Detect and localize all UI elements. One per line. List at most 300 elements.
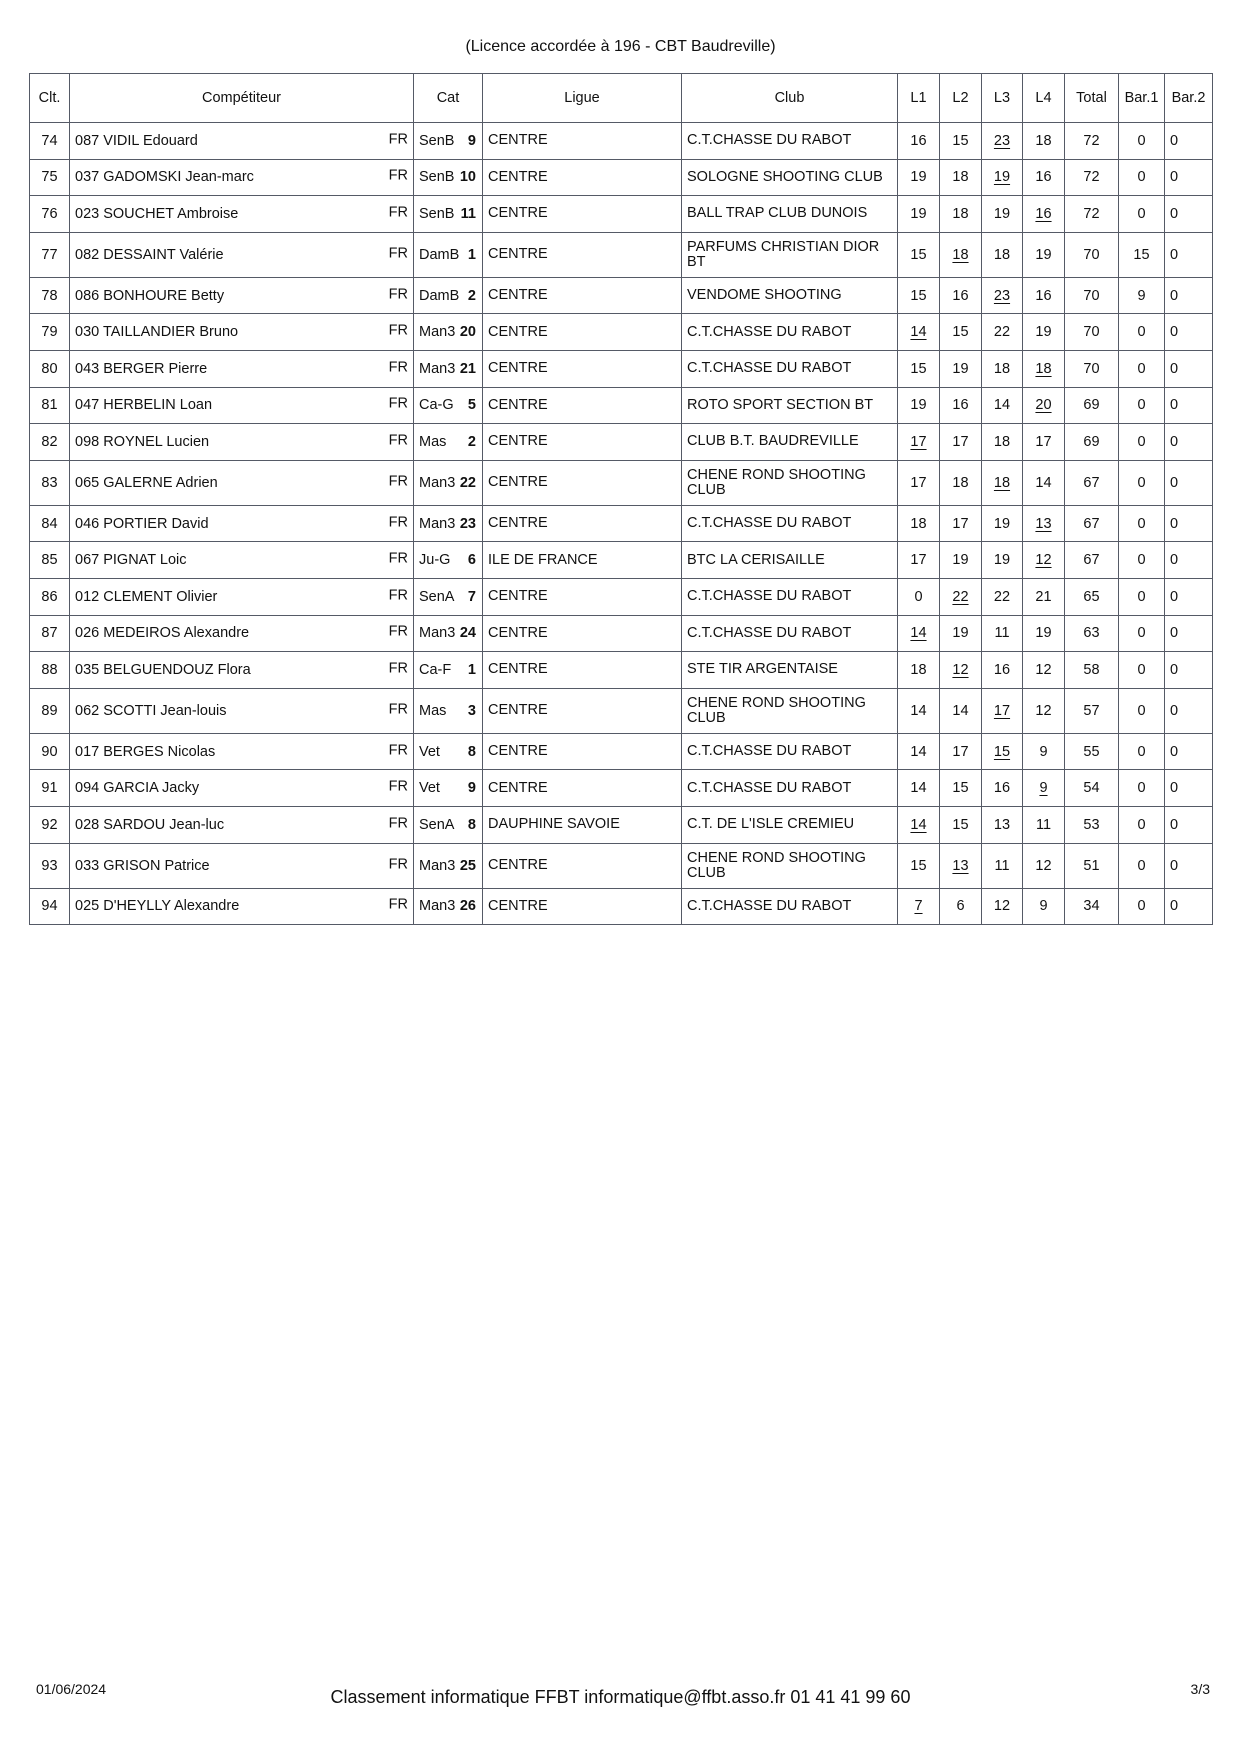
barrage2-cell: 0 xyxy=(1165,770,1213,807)
table-row xyxy=(30,578,1213,615)
col-club-header: Club xyxy=(682,74,898,123)
total-cell: 55 xyxy=(1065,733,1119,770)
score-l3-cell-value: 17 xyxy=(993,702,1011,719)
score-l1-cell: 16 xyxy=(898,123,940,160)
ligue-cell: DAUPHINE SAVOIE xyxy=(483,806,682,843)
total-cell: 57 xyxy=(1065,688,1119,733)
competitor-cell xyxy=(70,314,414,351)
table-row xyxy=(30,314,1213,351)
category-rank: 10 xyxy=(459,169,476,186)
club-cell: C.T.CHASSE DU RABOT xyxy=(682,314,898,351)
category-cell xyxy=(414,350,483,387)
competitor-cell xyxy=(70,770,414,807)
total-cell: 67 xyxy=(1065,542,1119,579)
category-rank: 11 xyxy=(460,205,476,222)
barrage2-cell: 0 xyxy=(1165,843,1213,888)
barrage2-cell: 0 xyxy=(1165,806,1213,843)
score-l2-cell: 15 xyxy=(940,123,982,160)
barrage1-cell: 0 xyxy=(1119,542,1165,579)
ligue-cell: CENTRE xyxy=(483,615,682,652)
total-cell: 70 xyxy=(1065,277,1119,314)
score-l3-cell xyxy=(982,123,1023,160)
score-l3-cell: 16 xyxy=(982,770,1023,807)
category-rank: 8 xyxy=(467,743,476,760)
category-code: Mas xyxy=(419,702,447,719)
score-l4-cell: 12 xyxy=(1023,688,1065,733)
barrage2-cell: 0 xyxy=(1165,505,1213,542)
barrage1-cell: 0 xyxy=(1119,806,1165,843)
table-row xyxy=(30,806,1213,843)
category-rank: 1 xyxy=(467,246,476,263)
category-cell xyxy=(414,542,483,579)
rank-cell: 79 xyxy=(30,314,70,351)
score-l4-cell: 12 xyxy=(1023,652,1065,689)
score-l4-cell xyxy=(1023,770,1065,807)
score-l3-cell: 11 xyxy=(982,615,1023,652)
score-l1-cell: 15 xyxy=(898,350,940,387)
total-cell: 69 xyxy=(1065,424,1119,461)
score-l4-cell-value: 16 xyxy=(1035,205,1052,222)
competitor-name: 030 TAILLANDIER Bruno xyxy=(75,324,239,341)
ligue-cell: ILE DE FRANCE xyxy=(483,542,682,579)
barrage1-cell: 0 xyxy=(1119,314,1165,351)
competitor-cell xyxy=(70,277,414,314)
competitor-name: 086 BONHOURE Betty xyxy=(75,287,225,304)
score-l1-cell-value: 17 xyxy=(910,433,927,450)
total-cell: 58 xyxy=(1065,652,1119,689)
ligue-cell: CENTRE xyxy=(483,652,682,689)
nationality: FR xyxy=(388,359,408,376)
category-code: Man3 xyxy=(419,360,456,377)
score-l3-cell: 18 xyxy=(982,232,1023,277)
rank-cell: 74 xyxy=(30,123,70,160)
category-code: SenB xyxy=(419,205,455,222)
category-cell xyxy=(414,770,483,807)
score-l1-cell-value: 7 xyxy=(914,898,923,915)
nationality: FR xyxy=(388,286,408,303)
score-l1-cell: 15 xyxy=(898,277,940,314)
category-cell xyxy=(414,460,483,505)
ligue-cell: CENTRE xyxy=(483,196,682,233)
score-l3-cell: 19 xyxy=(982,542,1023,579)
barrage2-cell: 0 xyxy=(1165,387,1213,424)
nationality: FR xyxy=(388,587,408,604)
category-rank: 5 xyxy=(467,397,476,414)
ligue-cell: CENTRE xyxy=(483,770,682,807)
score-l1-cell: 15 xyxy=(898,843,940,888)
total-cell: 63 xyxy=(1065,615,1119,652)
barrage1-cell: 0 xyxy=(1119,505,1165,542)
score-l2-cell xyxy=(940,843,982,888)
nationality: FR xyxy=(388,897,408,914)
category-cell xyxy=(414,123,483,160)
barrage1-cell: 0 xyxy=(1119,196,1165,233)
category-rank: 7 xyxy=(467,588,476,605)
score-l4-cell: 9 xyxy=(1023,888,1065,925)
score-l3-cell: 18 xyxy=(982,350,1023,387)
nationality: FR xyxy=(388,322,408,339)
nationality: FR xyxy=(388,550,408,567)
category-code: Vet xyxy=(419,780,440,797)
col-bar1-header: Bar.1 xyxy=(1119,74,1165,123)
category-rank: 6 xyxy=(467,552,476,569)
category-cell xyxy=(414,888,483,925)
score-l2-cell: 19 xyxy=(940,542,982,579)
table-row xyxy=(30,688,1213,733)
nationality: FR xyxy=(388,815,408,832)
score-l4-cell: 16 xyxy=(1023,159,1065,196)
club-cell: C.T.CHASSE DU RABOT xyxy=(682,733,898,770)
category-code: DamB xyxy=(419,246,460,263)
category-rank: 9 xyxy=(467,132,476,149)
category-code: Man3 xyxy=(419,625,456,642)
category-code: Vet xyxy=(419,743,440,760)
barrage2-cell: 0 xyxy=(1165,733,1213,770)
table-row xyxy=(30,232,1213,277)
score-l2-cell: 18 xyxy=(940,196,982,233)
score-l1-cell xyxy=(898,424,940,461)
category-rank: 21 xyxy=(459,360,476,377)
competitor-cell xyxy=(70,542,414,579)
score-l4-cell xyxy=(1023,387,1065,424)
rank-cell: 87 xyxy=(30,615,70,652)
header-row xyxy=(30,74,1213,123)
nationality: FR xyxy=(388,168,408,185)
total-cell: 67 xyxy=(1065,505,1119,542)
results-table xyxy=(29,73,1213,925)
club-cell: SOLOGNE SHOOTING CLUB xyxy=(682,159,898,196)
category-rank: 26 xyxy=(459,898,476,915)
club-cell: CHENE ROND SHOOTING CLUB xyxy=(682,460,898,505)
score-l3-cell-value: 18 xyxy=(993,474,1011,491)
barrage2-cell: 0 xyxy=(1165,578,1213,615)
barrage2-cell: 0 xyxy=(1165,652,1213,689)
nationality: FR xyxy=(388,473,408,490)
barrage2-cell: 0 xyxy=(1165,424,1213,461)
competitor-cell xyxy=(70,688,414,733)
category-rank: 9 xyxy=(467,780,476,797)
category-code: Mas xyxy=(419,433,447,450)
ligue-cell: CENTRE xyxy=(483,350,682,387)
table-row xyxy=(30,277,1213,314)
score-l4-cell: 19 xyxy=(1023,314,1065,351)
col-competitor-header: Compétiteur xyxy=(70,74,414,123)
category-cell xyxy=(414,159,483,196)
table-row xyxy=(30,424,1213,461)
competitor-name: 067 PIGNAT Loic xyxy=(75,552,187,569)
score-l4-cell xyxy=(1023,196,1065,233)
category-cell xyxy=(414,314,483,351)
rank-cell: 93 xyxy=(30,843,70,888)
total-cell: 67 xyxy=(1065,460,1119,505)
score-l1-cell: 14 xyxy=(898,770,940,807)
table-row xyxy=(30,542,1213,579)
competitor-name: 037 GADOMSKI Jean-marc xyxy=(75,169,254,186)
col-bar2-header: Bar.2 xyxy=(1165,74,1213,123)
col-ligue-header: Ligue xyxy=(483,74,682,123)
score-l1-cell: 18 xyxy=(898,652,940,689)
ligue-cell: CENTRE xyxy=(483,123,682,160)
category-code: Man3 xyxy=(419,898,456,915)
table-row xyxy=(30,460,1213,505)
category-code: SenA xyxy=(419,816,455,833)
rank-cell: 83 xyxy=(30,460,70,505)
competitor-name: 082 DESSAINT Valérie xyxy=(75,246,224,263)
club-cell: CHENE ROND SHOOTING CLUB xyxy=(682,688,898,733)
total-cell: 72 xyxy=(1065,123,1119,160)
total-cell: 70 xyxy=(1065,232,1119,277)
category-cell xyxy=(414,578,483,615)
table-row xyxy=(30,505,1213,542)
club-cell: C.T.CHASSE DU RABOT xyxy=(682,888,898,925)
score-l2-cell xyxy=(940,578,982,615)
club-cell: CHENE ROND SHOOTING CLUB xyxy=(682,843,898,888)
score-l3-cell: 12 xyxy=(982,888,1023,925)
competitor-cell xyxy=(70,652,414,689)
score-l4-cell: 18 xyxy=(1023,123,1065,160)
competitor-cell xyxy=(70,615,414,652)
total-cell: 53 xyxy=(1065,806,1119,843)
rank-cell: 86 xyxy=(30,578,70,615)
competitor-cell xyxy=(70,578,414,615)
col-total-header: Total xyxy=(1065,74,1119,123)
table-row xyxy=(30,159,1213,196)
barrage2-cell: 0 xyxy=(1165,123,1213,160)
score-l1-cell: 15 xyxy=(898,232,940,277)
category-rank: 2 xyxy=(467,287,476,304)
barrage2-cell: 0 xyxy=(1165,888,1213,925)
score-l4-cell: 16 xyxy=(1023,277,1065,314)
score-l2-cell: 18 xyxy=(940,460,982,505)
competitor-name: 046 PORTIER David xyxy=(75,515,209,532)
nationality: FR xyxy=(388,856,408,873)
footer-credit: Classement informatique FFBT informatique@ffbt.asso.fr 01 41 41 99 60 xyxy=(330,1687,911,1707)
category-code: Man3 xyxy=(419,857,456,874)
print-date: 01/06/2024 xyxy=(36,1681,107,1697)
competitor-cell xyxy=(70,806,414,843)
club-cell: PARFUMS CHRISTIAN DIOR BT xyxy=(682,232,898,277)
rank-cell: 88 xyxy=(30,652,70,689)
score-l3-cell xyxy=(982,460,1023,505)
total-cell: 69 xyxy=(1065,387,1119,424)
score-l3-cell: 16 xyxy=(982,652,1023,689)
nationality: FR xyxy=(388,778,408,795)
competitor-name: 087 VIDIL Edouard xyxy=(75,132,198,149)
nationality: FR xyxy=(388,742,408,759)
club-cell: C.T.CHASSE DU RABOT xyxy=(682,578,898,615)
license-note: (Licence accordée à 196 - CBT Baudreville) xyxy=(465,38,776,55)
barrage1-cell: 0 xyxy=(1119,770,1165,807)
competitor-name: 012 CLEMENT Olivier xyxy=(75,588,218,605)
col-l1-header: L1 xyxy=(898,74,940,123)
ligue-cell: CENTRE xyxy=(483,159,682,196)
score-l2-cell xyxy=(940,652,982,689)
competitor-name: 043 BERGER Pierre xyxy=(75,360,208,377)
score-l3-cell: 19 xyxy=(982,505,1023,542)
table-row xyxy=(30,387,1213,424)
category-cell xyxy=(414,733,483,770)
category-cell xyxy=(414,277,483,314)
club-cell: C.T.CHASSE DU RABOT xyxy=(682,505,898,542)
score-l2-cell-value: 18 xyxy=(952,246,969,263)
score-l3-cell-value: 23 xyxy=(993,132,1011,149)
score-l3-cell: 14 xyxy=(982,387,1023,424)
club-cell: BALL TRAP CLUB DUNOIS xyxy=(682,196,898,233)
ligue-cell: CENTRE xyxy=(483,733,682,770)
rank-cell: 84 xyxy=(30,505,70,542)
score-l1-cell-value: 14 xyxy=(910,816,927,833)
col-l2-header: L2 xyxy=(940,74,982,123)
score-l3-cell: 22 xyxy=(982,578,1023,615)
competitor-name: 023 SOUCHET Ambroise xyxy=(75,205,239,222)
category-cell xyxy=(414,424,483,461)
category-code: SenA xyxy=(419,588,455,605)
score-l2-cell: 17 xyxy=(940,424,982,461)
table-row xyxy=(30,350,1213,387)
category-cell xyxy=(414,387,483,424)
rank-cell: 89 xyxy=(30,688,70,733)
rank-cell: 92 xyxy=(30,806,70,843)
score-l3-cell: 22 xyxy=(982,314,1023,351)
category-cell xyxy=(414,196,483,233)
competitor-name: 094 GARCIA Jacky xyxy=(75,780,200,797)
competitor-name: 062 SCOTTI Jean-louis xyxy=(75,702,227,719)
competitor-cell xyxy=(70,733,414,770)
competitor-cell xyxy=(70,424,414,461)
score-l4-cell: 11 xyxy=(1023,806,1065,843)
competitor-name: 098 ROYNEL Lucien xyxy=(75,433,210,450)
rank-cell: 80 xyxy=(30,350,70,387)
total-cell: 34 xyxy=(1065,888,1119,925)
competitor-cell xyxy=(70,159,414,196)
category-cell xyxy=(414,806,483,843)
score-l1-cell xyxy=(898,806,940,843)
score-l1-cell-value: 14 xyxy=(910,324,927,341)
score-l4-cell: 19 xyxy=(1023,615,1065,652)
barrage2-cell: 0 xyxy=(1165,196,1213,233)
rank-cell: 82 xyxy=(30,424,70,461)
barrage2-cell: 0 xyxy=(1165,542,1213,579)
table-row xyxy=(30,733,1213,770)
score-l4-cell-value: 13 xyxy=(1035,515,1052,532)
score-l2-cell xyxy=(940,232,982,277)
competitor-cell xyxy=(70,232,414,277)
barrage2-cell: 0 xyxy=(1165,232,1213,277)
barrage1-cell: 0 xyxy=(1119,159,1165,196)
score-l1-cell: 17 xyxy=(898,542,940,579)
competitor-cell xyxy=(70,888,414,925)
ligue-cell: CENTRE xyxy=(483,688,682,733)
score-l1-cell: 17 xyxy=(898,460,940,505)
score-l3-cell-value: 15 xyxy=(993,743,1011,760)
total-cell: 70 xyxy=(1065,314,1119,351)
total-cell: 72 xyxy=(1065,159,1119,196)
score-l1-cell: 19 xyxy=(898,196,940,233)
nationality: FR xyxy=(388,432,408,449)
category-code: Man3 xyxy=(419,515,456,532)
competitor-cell xyxy=(70,505,414,542)
competitor-cell xyxy=(70,123,414,160)
score-l3-cell: 18 xyxy=(982,424,1023,461)
score-l1-cell: 19 xyxy=(898,159,940,196)
competitor-name: 065 GALERNE Adrien xyxy=(75,474,218,491)
category-cell xyxy=(414,688,483,733)
category-code: Man3 xyxy=(419,324,456,341)
ligue-cell: CENTRE xyxy=(483,505,682,542)
barrage2-cell: 0 xyxy=(1165,615,1213,652)
rank-cell: 75 xyxy=(30,159,70,196)
table-row xyxy=(30,196,1213,233)
rank-cell: 94 xyxy=(30,888,70,925)
club-cell: C.T.CHASSE DU RABOT xyxy=(682,350,898,387)
score-l1-cell: 19 xyxy=(898,387,940,424)
club-cell: C.T.CHASSE DU RABOT xyxy=(682,615,898,652)
club-cell: C.T. DE L'ISLE CREMIEU xyxy=(682,806,898,843)
club-cell: VENDOME SHOOTING xyxy=(682,277,898,314)
category-rank: 24 xyxy=(459,625,476,642)
score-l3-cell: 19 xyxy=(982,196,1023,233)
table-row xyxy=(30,888,1213,925)
category-code: Ca-G xyxy=(419,397,454,414)
barrage1-cell: 0 xyxy=(1119,424,1165,461)
club-cell: BTC LA CERISAILLE xyxy=(682,542,898,579)
barrage1-cell: 0 xyxy=(1119,123,1165,160)
score-l1-cell: 18 xyxy=(898,505,940,542)
table-row xyxy=(30,770,1213,807)
score-l3-cell xyxy=(982,733,1023,770)
score-l3-cell xyxy=(982,688,1023,733)
score-l1-cell: 14 xyxy=(898,733,940,770)
competitor-name: 017 BERGES Nicolas xyxy=(75,743,216,760)
score-l4-cell xyxy=(1023,505,1065,542)
competitor-cell xyxy=(70,843,414,888)
club-cell: STE TIR ARGENTAISE xyxy=(682,652,898,689)
score-l2-cell-value: 12 xyxy=(952,661,969,678)
category-cell xyxy=(414,843,483,888)
barrage1-cell: 0 xyxy=(1119,888,1165,925)
category-rank: 23 xyxy=(459,515,476,532)
category-rank: 1 xyxy=(467,661,476,678)
rank-cell: 91 xyxy=(30,770,70,807)
table-row xyxy=(30,123,1213,160)
total-cell: 54 xyxy=(1065,770,1119,807)
barrage1-cell: 15 xyxy=(1119,232,1165,277)
barrage1-cell: 0 xyxy=(1119,350,1165,387)
score-l1-cell xyxy=(898,314,940,351)
rank-cell: 76 xyxy=(30,196,70,233)
ligue-cell: CENTRE xyxy=(483,843,682,888)
nationality: FR xyxy=(388,701,408,718)
score-l3-cell-value: 19 xyxy=(993,169,1011,186)
barrage1-cell: 0 xyxy=(1119,460,1165,505)
ligue-cell: CENTRE xyxy=(483,460,682,505)
ligue-cell: CENTRE xyxy=(483,578,682,615)
category-rank: 3 xyxy=(467,702,476,719)
ligue-cell: CENTRE xyxy=(483,387,682,424)
score-l2-cell: 18 xyxy=(940,159,982,196)
score-l4-cell: 14 xyxy=(1023,460,1065,505)
nationality: FR xyxy=(388,396,408,413)
score-l4-cell: 21 xyxy=(1023,578,1065,615)
competitor-name: 026 MEDEIROS Alexandre xyxy=(75,625,250,642)
score-l3-cell-value: 23 xyxy=(993,287,1011,304)
score-l2-cell: 19 xyxy=(940,615,982,652)
score-l1-cell xyxy=(898,888,940,925)
competitor-cell xyxy=(70,196,414,233)
category-code: Ca-F xyxy=(419,661,452,678)
score-l4-cell-value: 18 xyxy=(1035,360,1052,377)
barrage2-cell: 0 xyxy=(1165,159,1213,196)
